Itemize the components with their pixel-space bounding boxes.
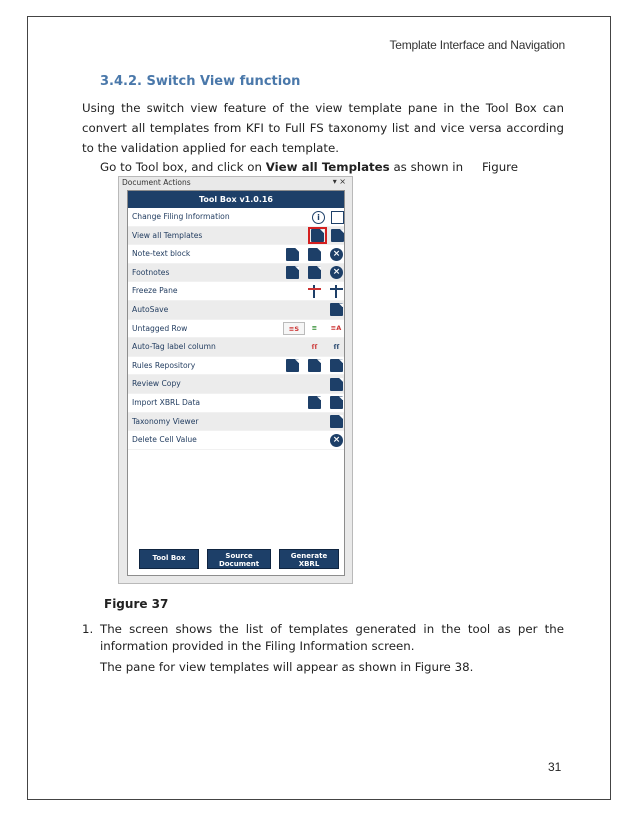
instruction-suffix: as shown in [389,160,464,174]
xbrl-doc-icon[interactable] [330,415,343,428]
list-item-text: The screen shows the list of templates generated in the tool as per the information provided in the Filing Information screen. [100,622,564,653]
row-label: Untagged Row [132,323,188,333]
row-label: Note-text block [132,249,191,259]
row-footnotes[interactable] [128,264,344,283]
figure-caption: Figure 37 [104,597,169,611]
row-import-xbrl-data[interactable] [128,394,344,413]
view-doc-icon[interactable] [286,248,299,261]
untagged-icon[interactable]: ≡ [311,324,318,333]
close-circle-icon[interactable]: × [330,434,343,447]
toolbox-screenshot [118,176,353,584]
info-icon[interactable]: i [312,211,325,224]
row-untagged-row[interactable] [128,320,344,339]
review-copy-icon[interactable] [330,378,343,391]
row-label: Taxonomy Viewer [132,416,199,426]
freeze-icon[interactable] [308,285,321,298]
settings-doc-icon[interactable] [331,229,344,242]
row-label: Footnotes [132,267,170,277]
row-rules-repository[interactable] [128,357,344,376]
toolbox-panel [127,190,345,576]
row-auto-tag-label-column[interactable] [128,338,344,357]
row-label: Freeze Pane [132,286,178,296]
row-label: AutoSave [132,304,169,314]
bottom-button-bar [128,549,344,571]
export-icon[interactable] [330,359,343,372]
row-label: Change Filing Information [132,212,230,221]
view-templates-icon[interactable] [311,229,324,242]
import-xbrl-icon[interactable] [330,396,343,409]
row-delete-cell-value[interactable] [128,431,344,450]
row-taxonomy-viewer[interactable] [128,413,344,432]
list-item-number: 1. [82,622,94,636]
row-autosave[interactable] [128,301,344,320]
pane-note: The pane for view templates will appear as shown in Figure 38. [100,660,474,674]
close-circle-icon[interactable]: × [330,248,343,261]
unfreeze-icon[interactable] [330,285,343,298]
import-icon[interactable] [308,396,321,409]
source-document-button[interactable]: Source Document [207,549,271,569]
autotag-clear-icon[interactable]: ſſ [333,342,340,351]
list-doc-icon[interactable] [308,266,321,279]
row-label: Auto-Tag label column [132,342,216,352]
autotag-icon[interactable]: ſſ [311,342,318,351]
running-header: Template Interface and Navigation [389,38,565,52]
list-item [82,621,564,655]
toolbox-rows [128,208,344,450]
toolbox-title: Tool Box v1.0.16 [128,191,344,208]
save-icon[interactable] [330,303,343,316]
close-circle-icon[interactable]: × [330,266,343,279]
row-label: Import XBRL Data [132,397,201,407]
row-freeze-pane[interactable] [128,282,344,301]
pane-controls[interactable]: ▾ × [332,177,346,186]
row-view-all-templates[interactable] [128,227,344,246]
row-review-copy[interactable] [128,375,344,394]
row-label: Delete Cell Value [132,435,197,445]
row-label: Review Copy [132,379,181,389]
list-doc-icon[interactable] [286,359,299,372]
body-paragraph: Using the switch view feature of the view template pane in the Tool Box can convert all templates from KFI to Full FS taxonomy list and vice versa according to the validation applied for each template. [82,101,564,155]
untagged-s-icon[interactable]: ≡S [283,322,305,335]
view-doc-icon[interactable] [286,266,299,279]
instruction-prefix: Go to Tool box, and click on [100,160,266,174]
instruction-bold: View all Templates [265,160,390,174]
row-label: Rules Repository [132,360,196,370]
document-actions-label: Document Actions [122,178,191,187]
untagged-a-icon[interactable]: ≡A [330,324,342,333]
instruction-text [100,160,463,174]
toolbox-button[interactable]: Tool Box [139,549,199,569]
figure-reference: Figure [482,160,519,174]
row-label: View all Templates [132,230,203,240]
list-doc-icon[interactable] [308,248,321,261]
page-number: 31 [548,760,562,774]
generate-xbrl-button[interactable]: Generate XBRL [279,549,339,569]
row-note-text-block[interactable] [128,245,344,264]
import-icon[interactable] [308,359,321,372]
row-change-filing-information[interactable] [128,208,344,227]
section-title: 3.4.2. Switch View function [100,74,301,89]
edit-icon[interactable] [331,211,344,224]
